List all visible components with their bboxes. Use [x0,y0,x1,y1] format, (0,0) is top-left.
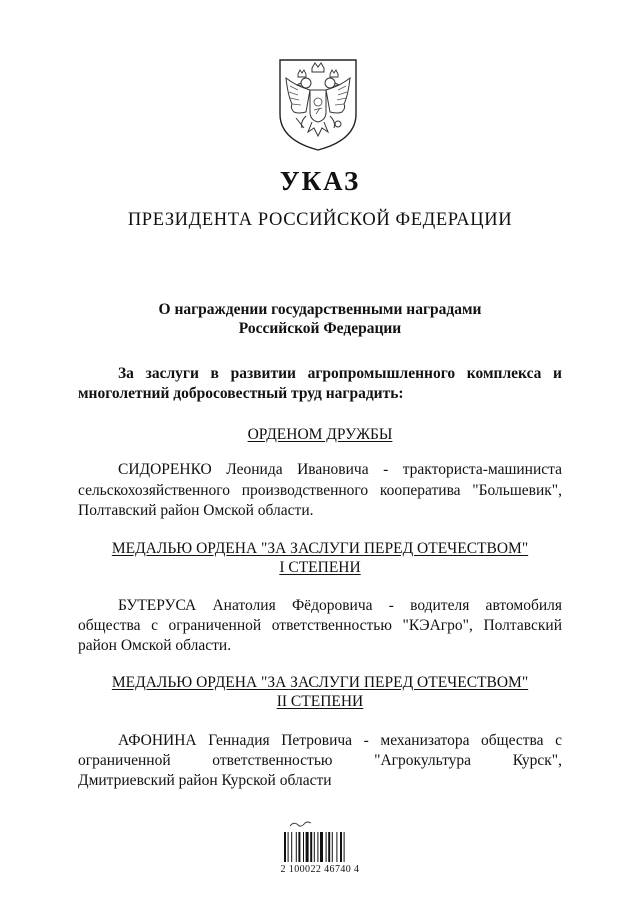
barcode-bar [336,832,337,862]
award-title-order-of-friendship: ОРДЕНОМ ДРУЖБЫ [247,426,393,443]
award-title-medal-1st-degree: МЕДАЛЬЮ ОРДЕНА "ЗА ЗАСЛУГИ ПЕРЕД ОТЕЧЕСТВОМ" [111,540,529,557]
barcode-bar [303,832,304,862]
document-heading-line-1: О награждении государственными наградами [158,301,482,318]
decree-subtitle: ПРЕЗИДЕНТА РОССИЙСКОЙ ФЕДЕРАЦИИ [127,210,513,230]
barcode-bar [291,832,292,862]
preamble-line-2: многолетний добросовестный труд наградить: [78,385,404,402]
document-heading-line-2: Российской Федерации [238,320,402,337]
preamble-line-1: За заслуги в развитии агропромышленного комплекса и [118,365,562,382]
barcode-graphic [280,820,362,864]
recipient-3-line-3: Дмитриевский район Курской области [78,772,332,789]
recipient-1-line-1: СИДОРЕНКО Леонида Ивановича - тракториста-машиниста [118,461,562,478]
barcode-bar [320,832,323,862]
barcode-bar [332,832,333,862]
recipient-1-line-2: сельскохозяйственного производственного кооператива "Большевик", [78,482,562,499]
barcode-bar [344,832,345,862]
award-degree-1: I СТЕПЕНИ [279,559,361,576]
barcode-bar [284,832,286,862]
barcode-bar [340,832,342,862]
recipient-2-line-2: общества с ограниченной ответственностью "КЭАгро", Полтавский [78,617,562,634]
barcode-bar [317,832,318,862]
decree-title: УКАЗ [279,166,361,196]
signature-mark [290,822,311,826]
barcode-bar [288,832,289,862]
award-degree-2: II СТЕПЕНИ [276,693,364,710]
coat-of-arms-emblem [276,56,360,152]
barcode-bar [306,832,309,862]
barcode-number: 2 100022 46740 4 [280,864,360,875]
barcode-bar [310,832,312,862]
recipient-3-line-1: АФОНИНА Геннадия Петровича - механизатора общества с [118,732,562,749]
recipient-1-line-3: Полтавский район Омской области. [78,502,314,519]
barcode-bar [326,832,327,862]
barcode-bar [328,832,330,862]
recipient-2-line-3: район Омской области. [78,637,232,654]
barcode-bar [314,832,315,862]
recipient-3-line-2: ограниченной ответственностью "Агрокультура Курск", [78,752,562,769]
award-title-medal-2nd-degree: МЕДАЛЬЮ ОРДЕНА "ЗА ЗАСЛУГИ ПЕРЕД ОТЕЧЕСТВОМ" [111,674,529,691]
barcode-bar [298,832,300,862]
barcode-bar [296,832,297,862]
recipient-2-line-1: БУТЕРУСА Анатолия Фёдоровича - водителя автомобиля [118,597,562,614]
